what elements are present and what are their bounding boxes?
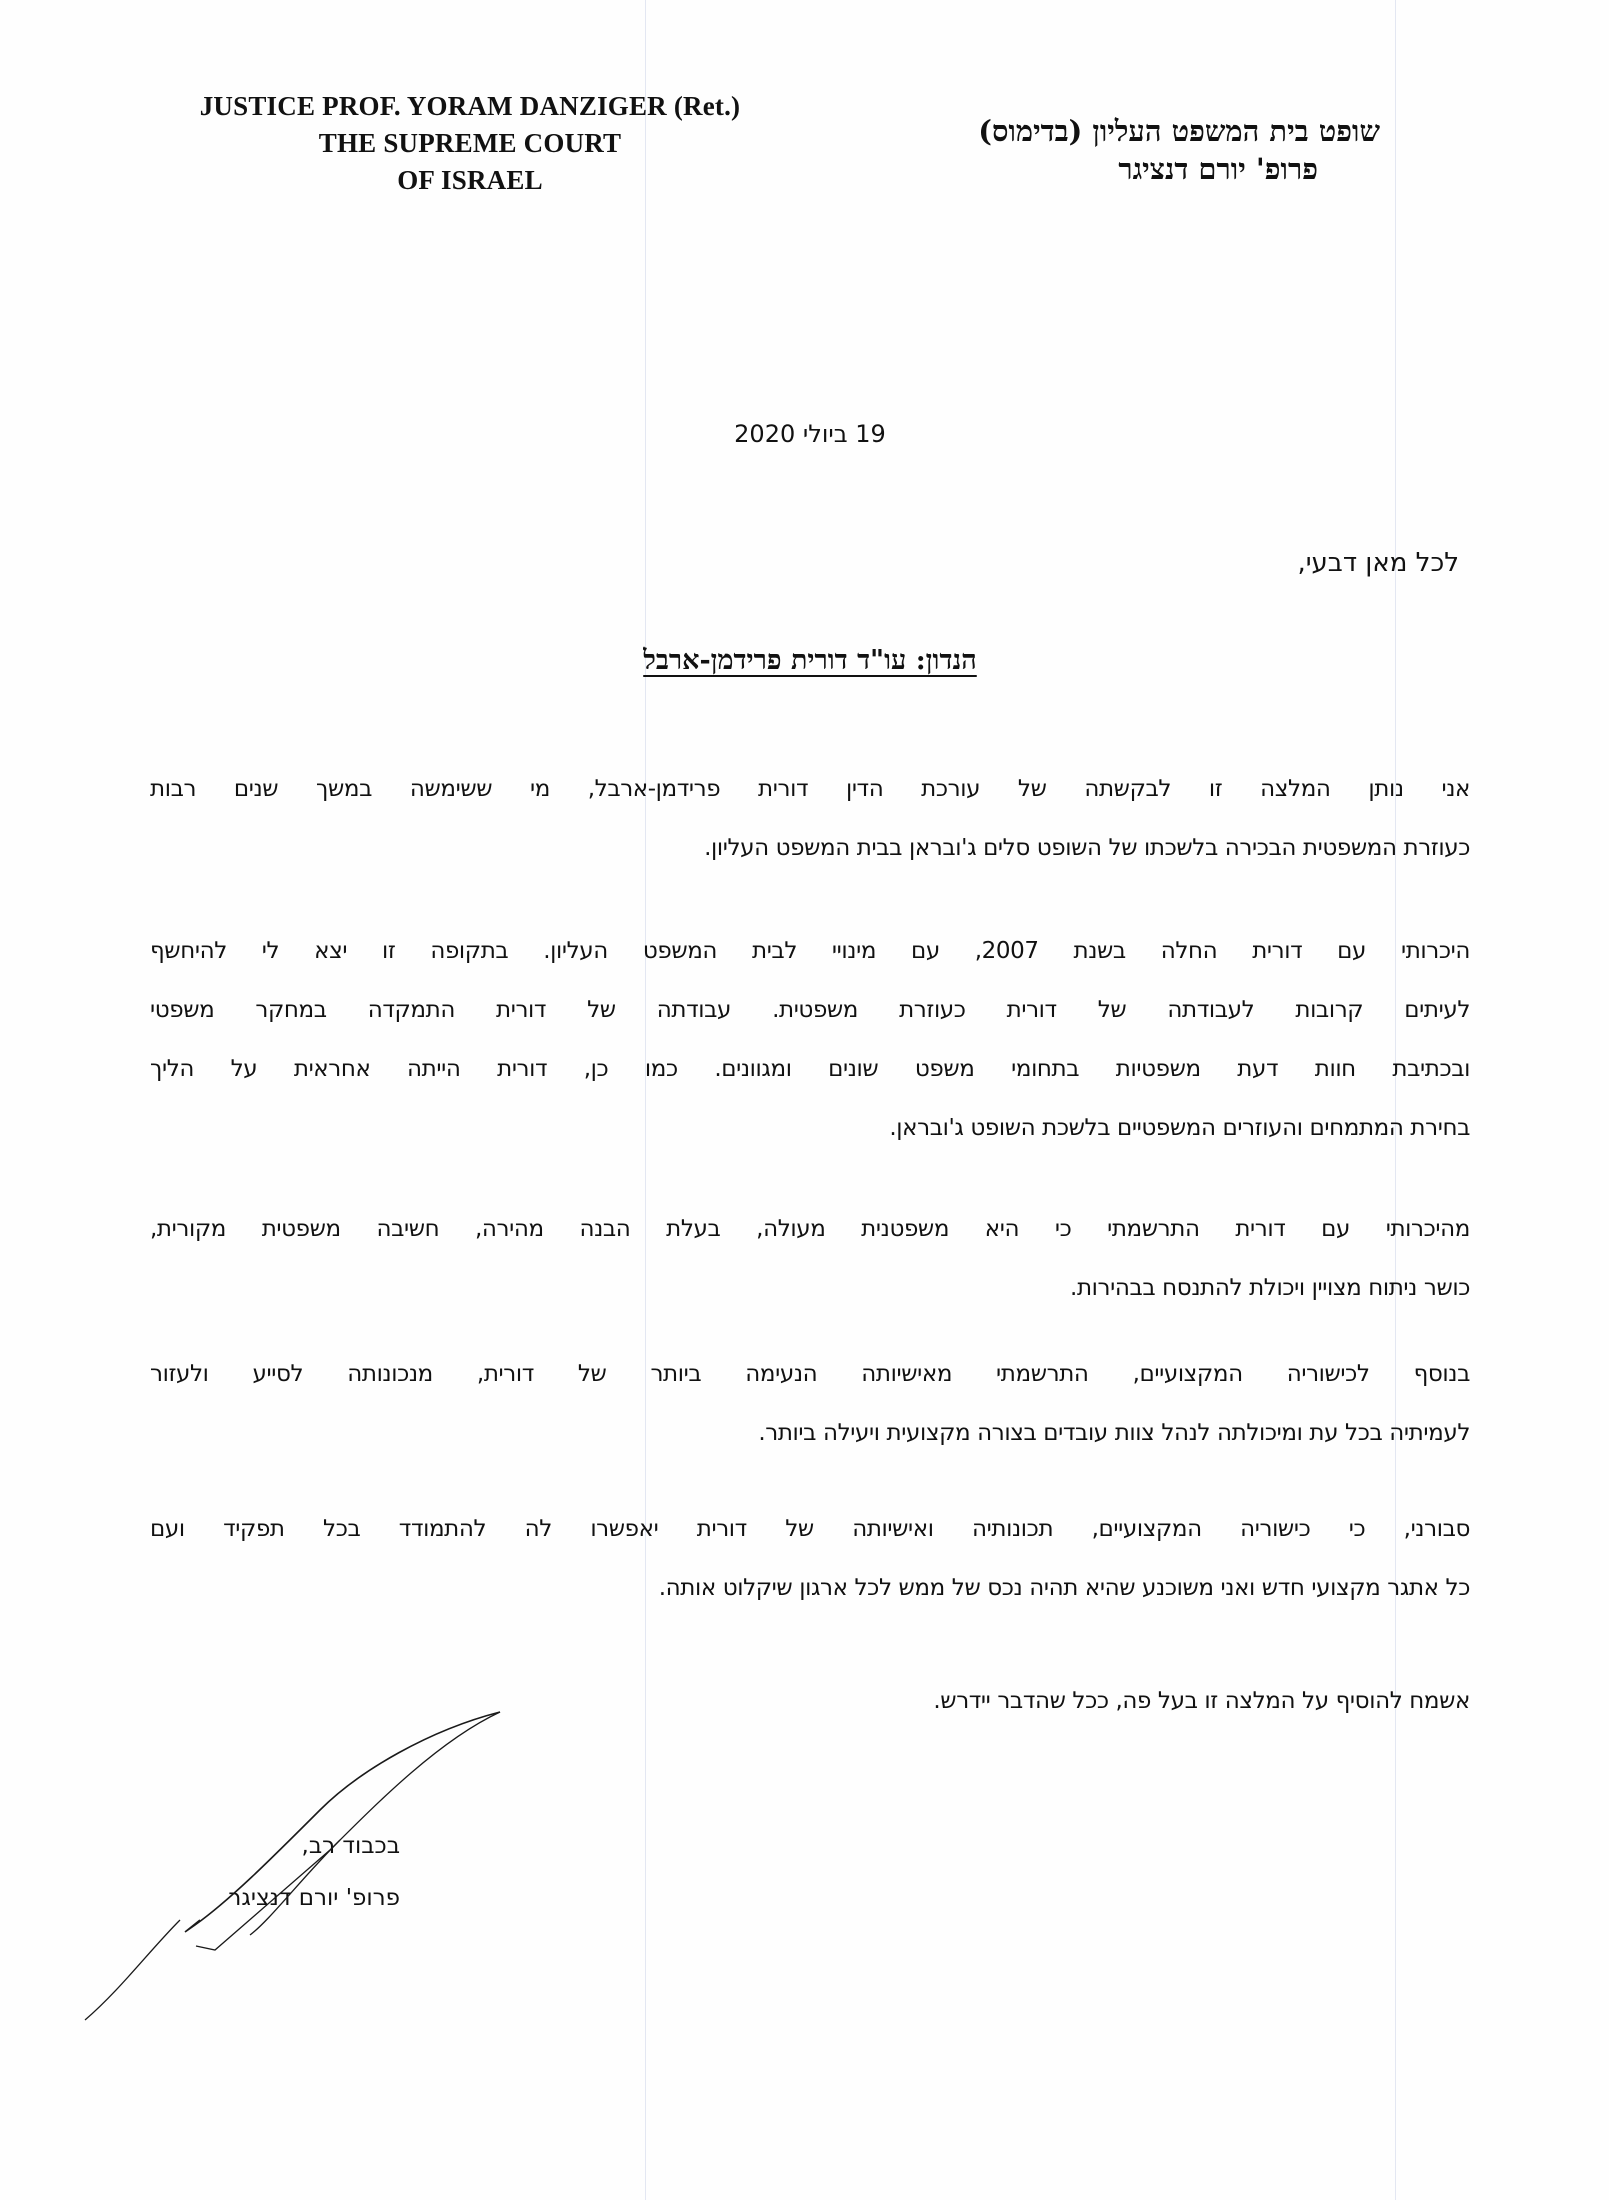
text-line: בנוסף לכישוריה המקצועיים, התרשמתי מאישיותה הנעימה ביותר של דורית, מנכונותה לסייע ולעזור [150,1361,1470,1387]
paragraph-3 [150,1200,1470,1318]
letterhead-line: שופט בית המשפט העליון (בדימוס) [978,114,1380,148]
subject-line: הנדון: עו"ד דורית פרידמן-ארבל [643,645,977,676]
text-line: היכרותי עם דורית החלה בשנת 2007, עם מינויי לבית המשפט העליון. בתקופה זו יצא לי להיחשף [150,938,1470,964]
text-line: כעוזרת המשפטית הבכירה בלשכתו של השופט סלים ג'ובראן בבית המשפט העליון. [704,835,1470,861]
letterhead-line: פרופ' יורם דנציגר [1118,152,1318,186]
signoff-block [160,1820,400,1924]
text-line: לעיתים קרובות לעבודתה של דורית כעוזרת משפטית. עבודתה של דורית התמקדה במחקר משפטי [150,997,1470,1023]
paragraph-1 [150,760,1470,878]
letterhead-line: JUSTICE PROF. YORAM DANZIGER (Ret.) [199,91,741,121]
letter-date: 19 ביולי 2020 [734,420,886,448]
text-line: אני נותן המלצה זו לבקשתה של עורכת הדין דורית פרידמן-ארבל, מי ששימשה במשך שנים רבות [150,776,1470,802]
text-line: מהיכרותי עם דורית התרשמתי כי היא משפטנית מעולה, בעלת הבנה מהירה, חשיבה משפטית מקורית, [150,1216,1470,1242]
english-letterhead [150,88,790,199]
paragraph-4 [150,1345,1470,1463]
salutation: לכל מאן דבעי, [1297,548,1459,578]
hebrew-letterhead [900,112,1380,188]
text-line: לעמיתיה בכל עת ומיכולתה לנהל צוות עובדים בצורה מקצועית ויעילה ביותר. [758,1420,1470,1446]
text-line: כושר ניתוח מצויין ויכולת להתנסח בבהירות. [1070,1275,1470,1301]
text-line: סבורני, כי כישוריה המקצועיים, תכונותיה ואישיותה של דורית יאפשרו לה להתמודד בכל תפקיד ועם [150,1516,1470,1542]
text-line: ובכתיבת חוות דעת משפטיות בתחומי משפט שונים ומגוונים. כמו כן, דורית הייתה אחראית על הליך [150,1056,1470,1082]
letterhead-line: THE SUPREME COURT [318,128,622,158]
text-line: בחירת המתמחים והעוזרים המשפטיים בלשכת השופט ג'ובראן. [889,1115,1470,1141]
letterhead-line: OF ISRAEL [397,165,543,195]
signer-name: פרופ' יורם דנציגר [228,1885,400,1911]
paragraph-5 [150,1500,1470,1618]
paragraph-2 [150,922,1470,1158]
paragraph-6 [150,1672,1470,1731]
text-line: אשמח להוסיף על המלצה זו בעל פה, ככל שהדבר יידרש. [933,1688,1470,1714]
closing: בכבוד רב, [301,1833,400,1859]
text-line: כל אתגר מקצועי חדש ואני משוכנע שהיא תהיה נכס של ממש לכל ארגון שיקלוט אותה. [658,1575,1470,1601]
